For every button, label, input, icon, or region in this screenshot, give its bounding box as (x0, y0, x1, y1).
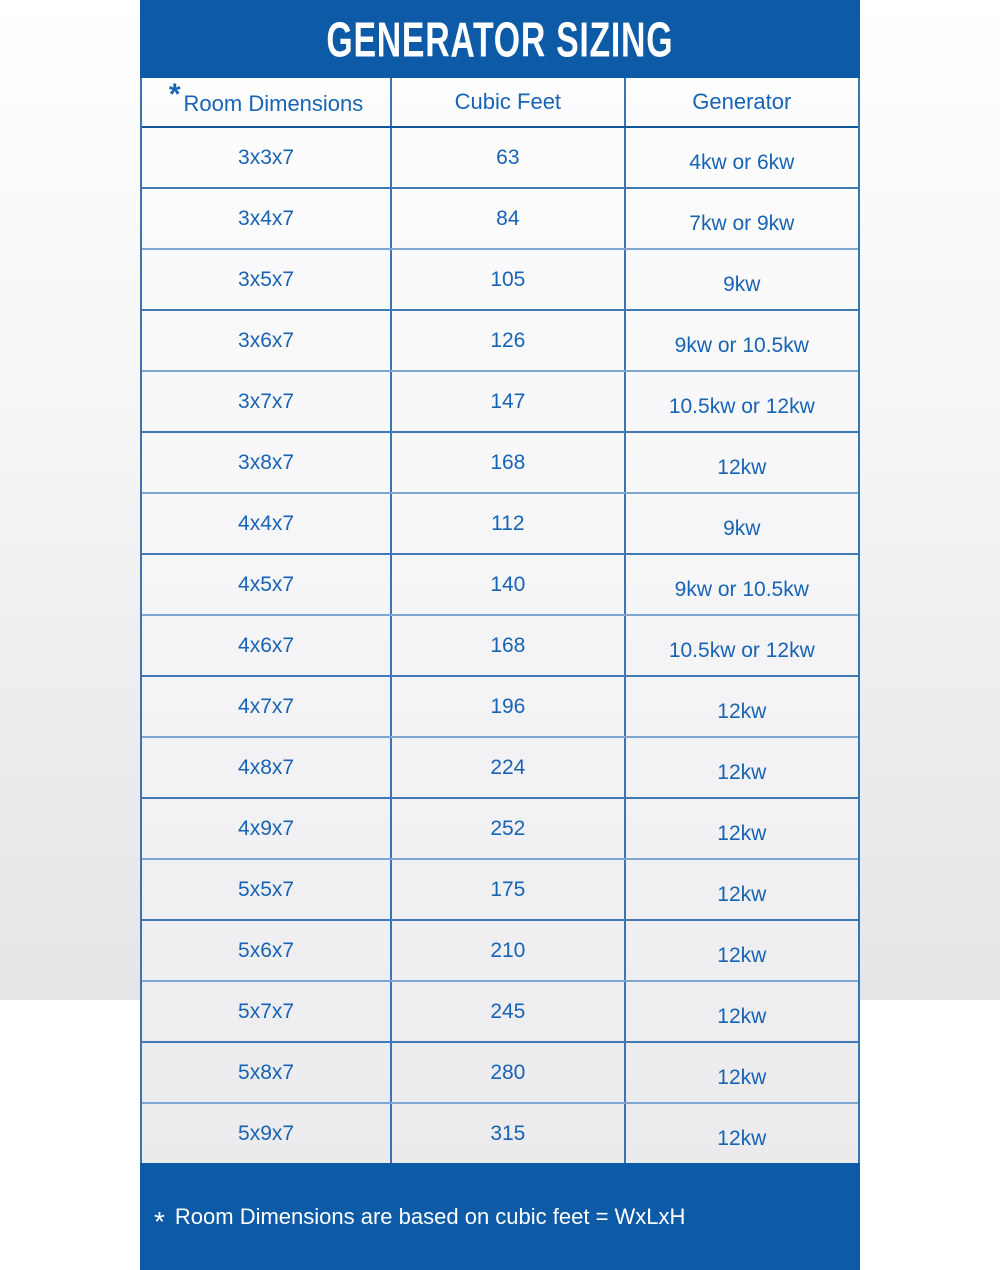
column-header-room-dimensions (142, 78, 391, 127)
room-dimensions-cell: 5x9x7 (142, 1103, 391, 1163)
table-row (142, 920, 858, 981)
table-row (142, 981, 858, 1042)
cubic-feet-cell: 175 (391, 859, 624, 920)
room-dimensions-cell: 4x4x7 (142, 493, 391, 554)
cubic-feet-cell: 168 (391, 615, 624, 676)
room-dimensions-cell: 3x7x7 (142, 371, 391, 432)
footnote (140, 1201, 686, 1237)
cubic-feet-cell: 196 (391, 676, 624, 737)
room-dimensions-cell: 3x3x7 (142, 127, 391, 188)
table-row (142, 432, 858, 493)
cubic-feet-cell: 105 (391, 249, 624, 310)
room-dimensions-cell: 5x6x7 (142, 920, 391, 981)
cubic-feet-cell: 252 (391, 798, 624, 859)
table-row (142, 493, 858, 554)
asterisk-marker: * (168, 78, 181, 111)
column-header-generator: Generator (625, 78, 858, 127)
cubic-feet-cell: 126 (391, 310, 624, 371)
column-header-cubic-feet: Cubic Feet (391, 78, 624, 127)
table-row (142, 676, 858, 737)
table-row (142, 615, 858, 676)
cubic-feet-cell: 210 (391, 920, 624, 981)
cubic-feet-cell: 84 (391, 188, 624, 249)
table-header-row (142, 78, 858, 127)
generator-cell: 12kw (717, 1126, 767, 1150)
generator-cell: 10.5kw or 12kw (625, 371, 858, 432)
table-row (142, 737, 858, 798)
generator-cell: 12kw (625, 981, 858, 1042)
room-dimensions-cell: 5x5x7 (142, 859, 391, 920)
room-dimensions-cell: 3x5x7 (142, 249, 391, 310)
generator-cell: 12kw (625, 1042, 858, 1103)
generator-cell: 9kw or 10.5kw (625, 554, 858, 615)
table-row (142, 1042, 858, 1103)
cubic-feet-cell: 168 (391, 432, 624, 493)
footnote-asterisk-marker: * (154, 1205, 165, 1237)
table-row (142, 798, 858, 859)
table-row (142, 188, 858, 249)
cubic-feet-cell: 245 (391, 981, 624, 1042)
sizing-table-area (140, 78, 860, 1163)
generator-cell: 9kw (625, 493, 858, 554)
room-dimensions-cell: 5x8x7 (142, 1042, 391, 1103)
generator-cell: 9kw or 10.5kw (625, 310, 858, 371)
room-dimensions-cell: 3x4x7 (142, 188, 391, 249)
title-band (140, 0, 860, 78)
cubic-feet-cell: 63 (391, 127, 624, 188)
generator-cell: 4kw or 6kw (625, 127, 858, 188)
generator-cell: 12kw (625, 920, 858, 981)
room-dimensions-cell: 4x7x7 (142, 676, 391, 737)
cubic-feet-cell: 112 (391, 493, 624, 554)
room-dimensions-cell: 4x8x7 (142, 737, 391, 798)
cubic-feet-cell: 224 (391, 737, 624, 798)
cubic-feet-cell: 147 (391, 371, 624, 432)
footer-band (140, 1163, 860, 1270)
room-dimensions-cell: 4x6x7 (142, 615, 391, 676)
generator-cell: 12kw (625, 432, 858, 493)
room-dimensions-cell: 3x8x7 (142, 432, 391, 493)
table-row (142, 310, 858, 371)
footnote-text: Room Dimensions are based on cubic feet = WxLxH (174, 1203, 686, 1229)
table-row (142, 859, 858, 920)
sizing-table (142, 78, 858, 1163)
generator-sizing-card (140, 0, 860, 1237)
room-dimensions-cell: 5x7x7 (142, 981, 391, 1042)
table-row (142, 1103, 858, 1163)
generator-cell: 12kw (625, 798, 858, 859)
room-dimensions-cell: 3x6x7 (142, 310, 391, 371)
table-row (142, 554, 858, 615)
generator-cell: 7kw or 9kw (625, 188, 858, 249)
table-row (142, 371, 858, 432)
cubic-feet-cell: 280 (391, 1042, 624, 1103)
room-dimensions-cell: 4x5x7 (142, 554, 391, 615)
cubic-feet-cell: 315 (391, 1103, 624, 1163)
page-title: GENERATOR SIZING (326, 11, 674, 67)
generator-cell: 12kw (625, 676, 858, 737)
room-dimensions-cell: 4x9x7 (142, 798, 391, 859)
generator-cell: 12kw (625, 859, 858, 920)
generator-cell: 12kw (625, 737, 858, 798)
cubic-feet-cell: 140 (391, 554, 624, 615)
generator-cell: 10.5kw or 12kw (625, 615, 858, 676)
column-header-room-dimensions-label: Room Dimensions (183, 91, 364, 116)
table-row (142, 127, 858, 188)
table-row (142, 249, 858, 310)
generator-cell: 9kw (625, 249, 858, 310)
